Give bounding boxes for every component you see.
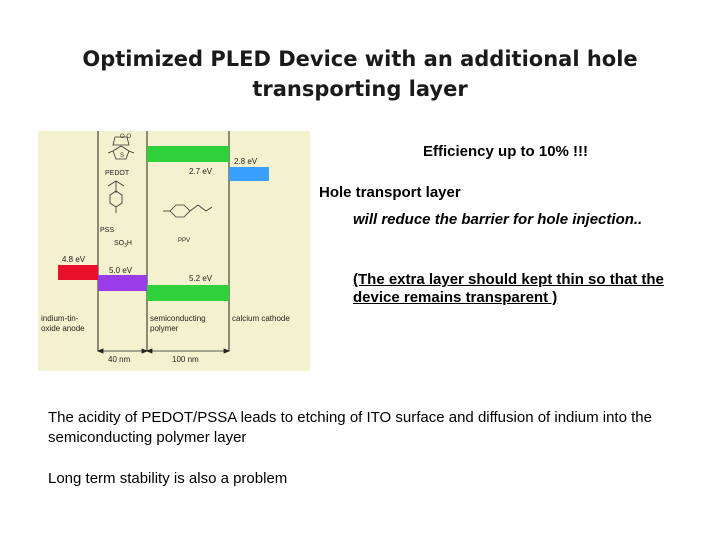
efficiency-text: Efficiency up to 10% !!!: [423, 143, 589, 160]
pedot-sulfur-label: S: [120, 153, 125, 159]
htl-description: will reduce the barrier for hole injection..: [353, 211, 643, 228]
pedot-energy-label: 5.0 eV: [109, 266, 133, 275]
energy-diagram-svg: [38, 131, 310, 371]
ppv-label: PPV: [178, 238, 191, 244]
ppv-homo-label: 5.2 eV: [189, 274, 213, 283]
pedot-energy-bar: [98, 275, 147, 291]
title-line-2: transporting layer: [252, 77, 468, 101]
pss-label: PSS: [100, 227, 115, 234]
thin-layer-note: [353, 271, 683, 307]
energy-level-diagram: [38, 131, 310, 371]
ppv-homo-bar: [147, 285, 229, 301]
pedot-oxygen-label: O O: [120, 134, 132, 140]
acidity-paragraph: The acidity of PEDOT/PSSA leads to etching of ITO surface and diffusion of indium into the semiconducting polymer layer: [48, 409, 652, 446]
ppv-lumo-bar: [147, 146, 229, 162]
polymer-width-label: 100 nm: [172, 355, 199, 364]
ito-name-label: indium-tin-oxide anode: [41, 314, 85, 333]
cathode-energy-bar: [229, 167, 269, 181]
cathode-energy-label: 2.8 eV: [234, 157, 258, 166]
ito-energy-label: 4.8 eV: [62, 255, 86, 264]
slide-title: [0, 44, 720, 104]
title-line-1: Optimized PLED Device with an additional hole: [82, 47, 638, 71]
htl-heading: Hole transport layer: [319, 184, 461, 201]
cathode-name-label: calcium cathode: [232, 314, 290, 323]
ito-energy-bar: [58, 265, 98, 280]
pedot-label: PEDOT: [105, 170, 130, 177]
polymer-name-label: semiconducting polymer: [150, 314, 206, 333]
diagram-background: [38, 131, 310, 371]
ppv-lumo-label: 2.7 eV: [189, 167, 213, 176]
pedot-width-label: 40 nm: [108, 355, 131, 364]
so3h-label: $SO_3H$: [114, 240, 132, 249]
thin-layer-note-text: (The extra layer should kept thin so that the device remains transparent ): [353, 271, 664, 306]
stability-paragraph: Long term stability is also a problem: [48, 470, 288, 487]
